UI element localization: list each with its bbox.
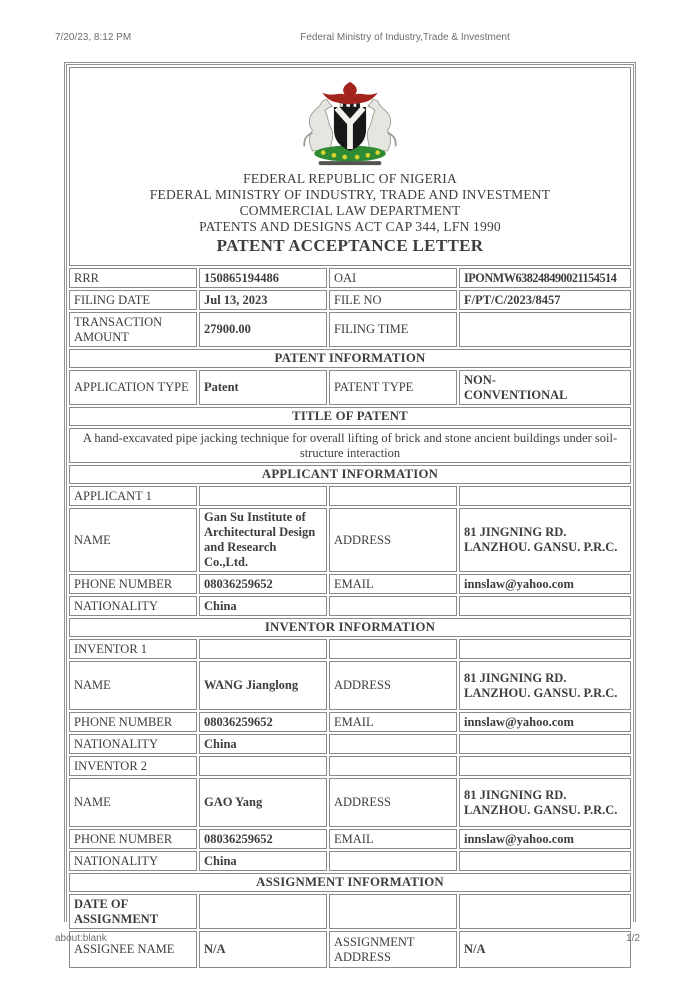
empty-cell (329, 596, 457, 616)
empty-cell (459, 734, 631, 754)
inventor-2-address-label: ADDRESS (329, 778, 457, 827)
oai-value: IPONMW638248490021154514 (459, 268, 631, 288)
applicant-nationality-value: China (199, 596, 327, 616)
assignment-address-label: ASSIGNMENT ADDRESS (329, 931, 457, 968)
applicant-name-label: NAME (69, 508, 197, 572)
date-of-assignment-label: DATE OF ASSIGNMENT (69, 894, 197, 929)
applicant-information-section (69, 465, 631, 484)
applicant-email-value: innslaw@yahoo.com (459, 574, 631, 594)
applicant-information-header: APPLICANT INFORMATION (69, 465, 631, 484)
empty-cell (459, 851, 631, 871)
inventor-1-phone-row (69, 712, 631, 732)
letterhead-line-ministry: FEDERAL MINISTRY OF INDUSTRY, TRADE AND INVESTMENT (149, 187, 551, 202)
date-of-assignment-row (69, 894, 631, 929)
assignee-row (69, 931, 631, 968)
file-no-value: F/PT/C/2023/8457 (459, 290, 631, 310)
rrr-label: RRR (69, 268, 197, 288)
filing-date-row (69, 290, 631, 310)
empty-cell (329, 734, 457, 754)
empty-cell (329, 851, 457, 871)
inventor-1-nationality-row (69, 734, 631, 754)
inventor-2-address-value: 81 JINGNING RD. LANZHOU. GANSU. P.R.C. (459, 778, 631, 827)
letterhead (69, 67, 631, 266)
filing-date-value: Jul 13, 2023 (199, 290, 327, 310)
empty-cell (199, 486, 327, 506)
print-footer-url: about:blank (55, 933, 107, 944)
inventor-2-phone-value: 08036259652 (199, 829, 327, 849)
application-type-label: APPLICATION TYPE (69, 370, 197, 405)
empty-cell (329, 639, 457, 659)
inventor-2-name-label: NAME (69, 778, 197, 827)
inventor-2-heading: INVENTOR 2 (69, 756, 197, 776)
applicant-heading-row (69, 486, 631, 506)
applicant-email-label: EMAIL (329, 574, 457, 594)
inventor-1-nationality-value: China (199, 734, 327, 754)
patent-information-section (69, 349, 631, 368)
inventor-1-phone-label: PHONE NUMBER (69, 712, 197, 732)
empty-cell (329, 486, 457, 506)
transaction-amount-label: TRANSACTION AMOUNT (69, 312, 197, 347)
assignee-name-value: N/A (199, 931, 327, 968)
print-header-timestamp: 7/20/23, 8:12 PM (55, 32, 132, 43)
oai-label: OAI (329, 268, 457, 288)
empty-cell (459, 639, 631, 659)
filing-date-label: FILING DATE (69, 290, 197, 310)
empty-cell (199, 639, 327, 659)
inventor-1-email-label: EMAIL (329, 712, 457, 732)
file-no-label: FILE NO (329, 290, 457, 310)
document-body (69, 67, 631, 968)
application-type-row (69, 370, 631, 405)
rrr-row (69, 268, 631, 288)
patent-type-label: PATENT TYPE (329, 370, 457, 405)
empty-cell (459, 894, 631, 929)
applicant-nationality-row (69, 596, 631, 616)
inventor-2-heading-row (69, 756, 631, 776)
applicant-phone-value: 08036259652 (199, 574, 327, 594)
inventor-2-email-value: innslaw@yahoo.com (459, 829, 631, 849)
inventor-1-address-label: ADDRESS (329, 661, 457, 710)
transaction-amount-value: 27900.00 (199, 312, 327, 347)
empty-cell (329, 894, 457, 929)
assignment-information-section (69, 873, 631, 892)
empty-cell (459, 486, 631, 506)
assignment-information-header: ASSIGNMENT INFORMATION (69, 873, 631, 892)
inventor-1-address-value: 81 JINGNING RD. LANZHOU. GANSU. P.R.C. (459, 661, 631, 710)
inventor-1-phone-value: 08036259652 (199, 712, 327, 732)
inventor-2-name-value: GAO Yang (199, 778, 327, 827)
patent-type-value (459, 370, 631, 405)
inventor-2-phone-row (69, 829, 631, 849)
applicant-name-value: Gan Su Institute of Architectural Design and Research Co.,Ltd. (199, 508, 327, 572)
applicant-phone-row (69, 574, 631, 594)
empty-cell (199, 756, 327, 776)
patent-title-text: A hand-excavated pipe jacking technique for overall lifting of brick and stone ancient buildings under soil-structure interaction (69, 428, 631, 463)
inventor-1-heading-row (69, 639, 631, 659)
nigeria-coat-of-arms-icon (291, 81, 409, 167)
inventor-1-name-value: WANG Jianglong (199, 661, 327, 710)
letterhead-line-department: COMMERCIAL LAW DEPARTMENT (239, 203, 461, 218)
inventor-information-header: INVENTOR INFORMATION (69, 618, 631, 637)
assignment-address-value: N/A (459, 931, 631, 968)
title-of-patent-section (69, 407, 631, 426)
patent-type-text: NON-CONVENTIONAL (464, 372, 568, 402)
title-of-patent-header: TITLE OF PATENT (69, 407, 631, 426)
inventor-1-heading: INVENTOR 1 (69, 639, 197, 659)
inventor-information-section (69, 618, 631, 637)
empty-cell (329, 756, 457, 776)
applicant-nationality-label: NATIONALITY (69, 596, 197, 616)
inventor-2-email-label: EMAIL (329, 829, 457, 849)
inventor-2-nationality-row (69, 851, 631, 871)
inventor-2-nationality-label: NATIONALITY (69, 851, 197, 871)
application-type-value: Patent (199, 370, 327, 405)
filing-time-label: FILING TIME (329, 312, 457, 347)
applicant-name-row (69, 508, 631, 572)
patent-title-row (69, 428, 631, 463)
print-footer-page-number: 1/2 (626, 933, 640, 944)
print-header-title: Federal Ministry of Industry,Trade & Investment (300, 32, 510, 43)
assignee-name-label: ASSIGNEE NAME (69, 931, 197, 968)
applicant-address-label: ADDRESS (329, 508, 457, 572)
inventor-1-email-value: innslaw@yahoo.com (459, 712, 631, 732)
inventor-1-nationality-label: NATIONALITY (69, 734, 197, 754)
applicant-address-value: 81 JINGNING RD. LANZHOU. GANSU. P.R.C. (459, 508, 631, 572)
inventor-2-nationality-value: China (199, 851, 327, 871)
date-of-assignment-value (199, 894, 327, 929)
applicant-1-heading: APPLICANT 1 (69, 486, 197, 506)
filing-time-value (459, 312, 631, 347)
empty-cell (459, 596, 631, 616)
document-title: PATENT ACCEPTANCE LETTER (216, 236, 484, 255)
transaction-row (69, 312, 631, 347)
rrr-value: 150865194486 (199, 268, 327, 288)
inventor-1-name-label: NAME (69, 661, 197, 710)
letterhead-line-act: PATENTS AND DESIGNS ACT CAP 344, LFN 1990 (199, 219, 501, 234)
inventor-2-phone-label: PHONE NUMBER (69, 829, 197, 849)
empty-cell (459, 756, 631, 776)
inventor-1-name-row (69, 661, 631, 710)
inventor-2-name-row (69, 778, 631, 827)
applicant-phone-label: PHONE NUMBER (69, 574, 197, 594)
patent-information-header: PATENT INFORMATION (69, 349, 631, 368)
letterhead-line-country: FEDERAL REPUBLIC OF NIGERIA (243, 171, 457, 186)
